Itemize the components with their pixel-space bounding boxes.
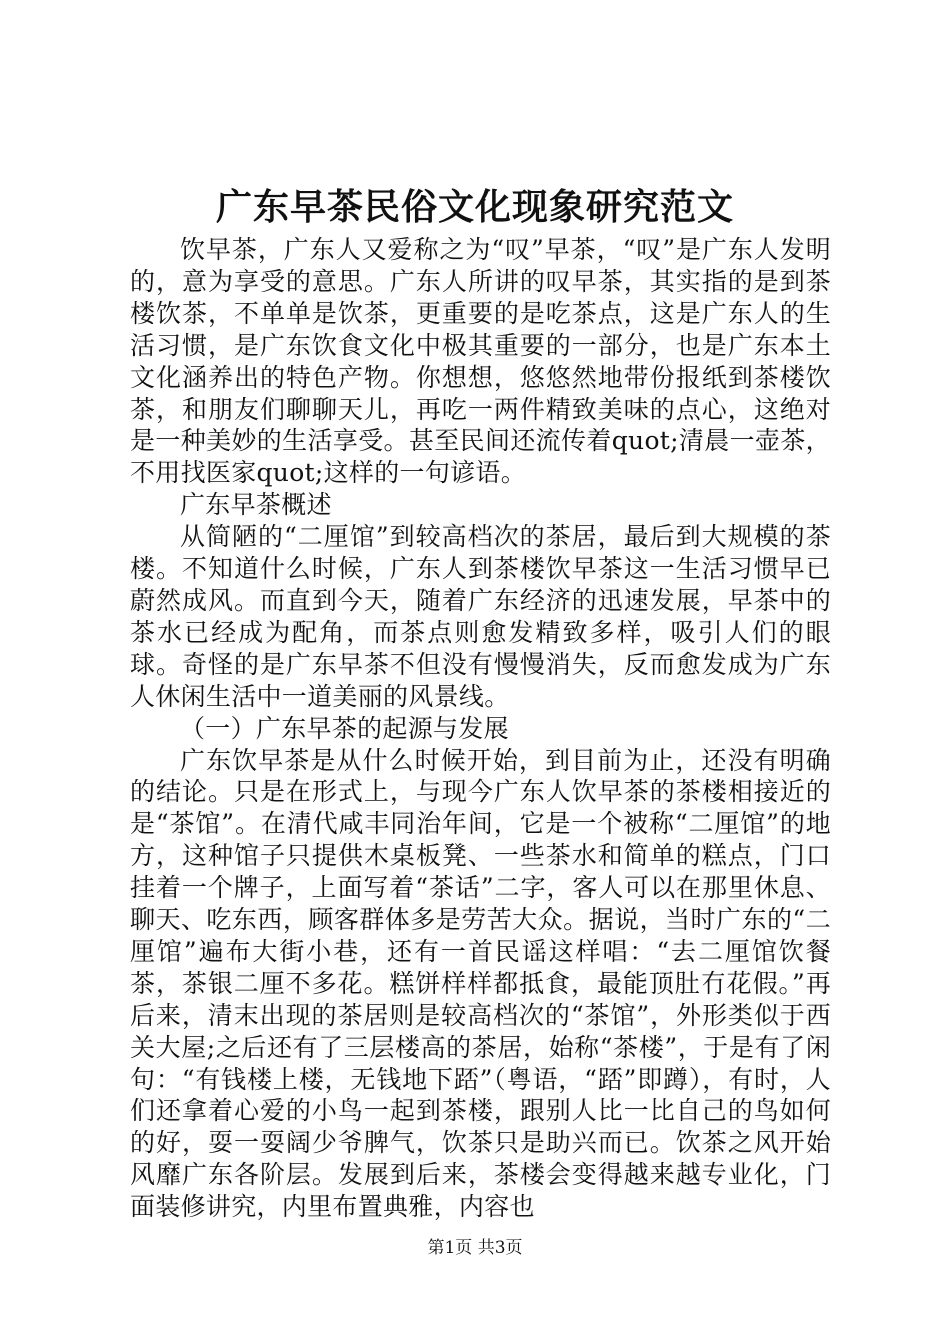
section-heading-origin: （一）广东早茶的起源与发展 [180,713,509,743]
document-title: 广东早茶民俗文化现象研究范文 [215,187,734,228]
origin-paragraph: 广东饮早茶是从什么时候开始，到目前为止，还没有明确的结论。只是在形式上，与现今广东人饮早茶的茶楼相接近的是“茶馆”。在清代咸丰同治年间，它是一个被称“二厘馆”的地方，这种馆子只提供木桌板凳、一些茶水和简单的糕点，门口挂着一个牌子，上面写着“茶话”二字，客人可以在那里休息、聊天、吃东西，顾客群体多是劳苦大众。据说，当时广东的“二厘馆”遍布大街小巷，还有一首民谣这样唱：“去二厘馆饮餐茶，茶银二厘不多花。糕饼样样都抵食，最能顶肚冇花假。”再后来，清末出现的茶居则是较高档次的“茶馆”，外形类似于西关大屋;之后还有了三层楼高的茶居，始称“茶楼”，于是有了闲句：“有钱楼上楼，无钱地下踎”（粤语，“踎”即蹲），有时，人们还拿着心爱的小鸟一起到茶楼，跟别人比一比自己的鸟如何的好，耍一耍阔少爷脾气，饮茶只是助兴而已。饮茶之风开始风靡广东各阶层。发展到后来，茶楼会变得越来越专业化，门面装修讲究，内里布置典雅，内容也 [130,745,831,1222]
document-body [130,234,831,1223]
intro-paragraph: 饮早茶，广东人又爱称之为“叹”早茶，“叹”是广东人发明的，意为享受的意思。广东人所讲的叹早茶，其实指的是到茶楼饮茶，不单单是饮茶，更重要的是吃茶点，这是广东人的生活习惯，是广东饮食文化中极其重要的一部分，也是广东本土文化涵养出的特色产物。你想想，悠悠然地带份报纸到茶楼饮茶，和朋友们聊聊天儿，再吃一两件精致美味的点心，这绝对是一种美妙的生活享受。甚至民间还流传着quot;清晨一壶茶，不用找医家quot;这样的一句谚语。 [130,235,831,488]
page-footer: 第1页 共3页 [427,1238,523,1258]
section-heading-overview: 广东早茶概述 [180,490,332,520]
overview-paragraph: 从简陋的“二厘馆”到较高档次的茶居，最后到大规模的茶楼。不知道什么时候，广东人到茶楼饮早茶这一生活习惯早已蔚然成风。而直到今天，随着广东经济的迅速发展，早茶中的茶水已经成为配角，而茶点则愈发精致多样，吸引人们的眼球。奇怪的是广东早茶不但没有慢慢消失，反而愈发成为广东人休闲生活中一道美丽的风景线。 [130,522,831,711]
